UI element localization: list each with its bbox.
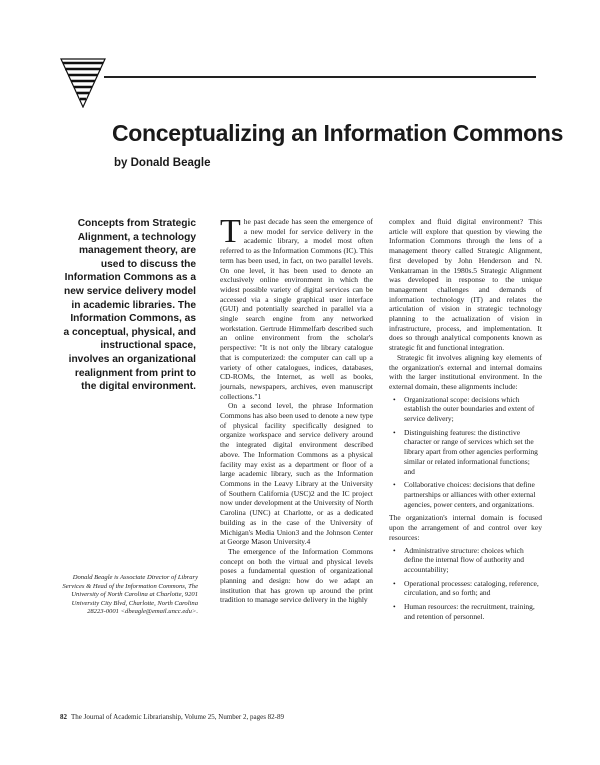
list-item: • Organizational scope: decisions which establish the outer boundaries and extent of service delivery; [403,395,542,424]
journal-logo-icon [60,58,106,108]
article-title: Conceptualizing an Information Commons [112,120,564,146]
list-item: • Collaborative choices: decisions that define partnerships or alliances with other external agencies, power centers, and organizations. [403,480,542,509]
body-paragraph: The emergence of the Information Commons concept on both the virtual and physical levels poses a fundamental question of organizational planning and design: how do we adapt an institution that has grown up around the print tradition to manage service delivery in the highly [220,546,373,605]
body-paragraph [220,213,373,401]
body-paragraph: The organization's internal domain is focused upon the arrangement of and control over key resources: [389,513,542,542]
body-paragraph: complex and fluid digital environment? This article will explore that question by viewing the Information Commons through the lens of a management theory called Strategic Alignment, first developed by John Henderson and N. Venkatraman in the 1980s.5 Strategic Alignment was developed in response to the unique management challenges and demands of information technology (IT) and relates the articulation of vision in strategic technology planning to the actualization of vision in infrastructure, process, and implementation. It does so through analytical components known as strategic fit and functional integration. [389,217,542,353]
body-paragraph: Strategic fit involves aligning key elements of the organization's external and internal domains with the larger institutional environment. In the external domain, these alignments include: [389,352,542,391]
internal-domain-list [389,546,542,622]
article-abstract: Concepts from Strategic Alignment, a technology management theory, are used to discuss the Information Commons as a new service delivery model in academic libraries. The Information Commons, as a conceptual, physical, and instructional space, involves an organizational realignment from print to the digital environment. [63,218,196,393]
list-item: • Administrative structure: choices which define the internal flow of authority and accountability; [403,546,542,575]
author-affiliation: Donald Beagle is Associate Director of Library Services & Head of the Information Commons, The University of North Carolina at Charlotte, 9201 University City Blvd, Charlotte, North Carolina 28223-0001 <dbeagle@email.uncc.edu>. [62,574,198,616]
external-domain-list [389,395,542,510]
body-paragraph-text: he past decade has seen the emergence of a new model for service delivery in the academic library, a model most often referred to as the Information Commons (IC). This term has been used, in fact, on two parallel levels. On one level, it has been used to denote an exclusively online environment in which the widest possible variety of digital services can be accessed via a single graphical user interface (GUI) and potentially searched in parallel via a single search engine from any networked workstation. Gertrude Himmelfarb described such an online environment from the scholar's perspective: "It is not only the library catalogue that is computerized: the computer can call up a variety of other catalogues, indices, databases, CD-ROMs, the Internet, as well as books, journals, newspapers, archives, even manuscript collections."1 [220,217,373,401]
body-paragraph: On a second level, the phrase Information Commons has also been used to denote a new type of physical facility specifically designed to organize workspace and service delivery around the integrated digital environment described above. The Information Commons as a physical facility may exist as a department or floor of a large academic library, such as the Information Commons in the Leavy Library at the University of Southern California (USC)2 and the IC project now under development at the University of North Carolina (UNC) at Charlotte, or as a dedicated building as in the case of the University of Michigan's Media Union3 and the Johnson Center at George Mason University.4 [220,401,373,547]
journal-citation: The Journal of Academic Librarianship, Volume 25, Number 2, pages 82-89 [71,713,284,721]
page-footer [60,713,284,721]
list-item: • Operational processes: cataloging, reference, circulation, and so forth; and [403,579,542,598]
article-byline: by Donald Beagle [114,157,211,169]
list-item: • Human resources: the recruitment, training, and retention of personnel. [403,602,542,621]
list-item: • Distinguishing features: the distinctive character or range of services which set the library apart from other agencies performing similar or related informational functions; and [403,428,542,477]
page-number: 82 [60,713,67,721]
body-column-2 [389,217,542,625]
drop-cap: T [220,213,241,250]
body-column-1 [220,213,373,605]
header-rule [104,76,536,78]
